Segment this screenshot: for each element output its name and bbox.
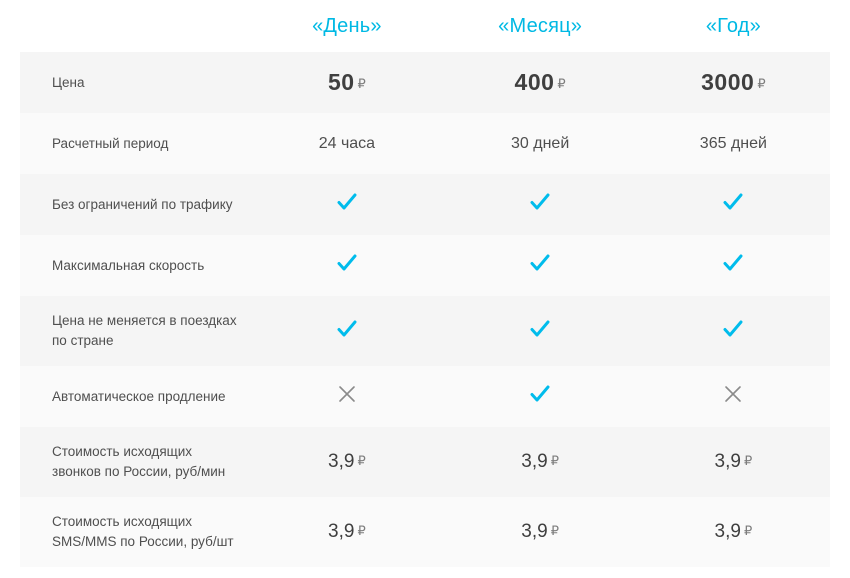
row-label-billing-period: Расчетный период [20,113,250,174]
currency-symbol: ₽ [357,76,366,91]
table-row [20,427,830,497]
period-value: 24 часа [318,134,376,152]
plan-title-year: «Год» [705,14,761,37]
check-icon [336,191,358,213]
rate-value: 3,9 [328,451,355,472]
row-label-max-speed: Максимальная скорость [20,235,250,296]
rate-value: 3,9 [521,521,548,542]
table-row [20,296,830,366]
cell-price-year [637,52,830,113]
check-icon [529,252,551,274]
currency-symbol: ₽ [557,76,566,91]
check-icon [529,318,551,340]
cell-price-month [444,52,637,113]
cell-price-day [250,52,443,113]
currency-symbol: ₽ [550,523,559,538]
rate-value: 3,9 [714,451,741,472]
plan-header-month [444,0,637,52]
table-row [20,52,830,113]
cell-unlimited-day [250,174,443,235]
price-value: 50 [327,69,355,95]
pricing-table [20,0,830,567]
currency-symbol: ₽ [757,76,766,91]
cell-calls-year [637,427,830,497]
cell-auto-renewal-year [637,366,830,427]
currency-symbol: ₽ [550,453,559,468]
cell-calls-day [250,427,443,497]
currency-symbol: ₽ [357,523,366,538]
currency-symbol: ₽ [357,453,366,468]
check-icon [722,252,744,274]
currency-symbol: ₽ [743,523,753,538]
cell-max-speed-day [250,235,443,296]
row-label-outgoing-calls: Стоимость исходящих звонков по России, руб/мин [20,427,250,497]
cell-unlimited-month [444,174,637,235]
table-header [20,0,830,52]
header-empty-cell [20,0,250,52]
row-label-price: Цена [20,52,250,113]
cell-same-price-year [637,296,830,366]
check-icon [336,252,358,274]
cell-same-price-month [444,296,637,366]
check-icon [722,318,744,340]
cell-auto-renewal-month [444,366,637,427]
check-icon [529,383,551,405]
table-row [20,174,830,235]
row-label-auto-renewal: Автоматическое продление [20,366,250,427]
cell-auto-renewal-day [250,366,443,427]
row-label-same-price-travel: Цена не меняется в поездках по стране [20,296,250,366]
row-label-outgoing-sms: Стоимость исходящих SMS/MMS по России, руб/шт [20,497,250,567]
price-value: 400 [514,69,555,95]
cell-sms-month [444,497,637,567]
cell-max-speed-year [637,235,830,296]
cell-period-year [637,113,830,174]
check-icon [336,318,358,340]
cell-period-month [444,113,637,174]
rate-value: 3,9 [328,521,355,542]
plan-title-month: «Месяц» [498,14,583,37]
check-icon [722,191,744,213]
plan-header-day [250,0,443,52]
currency-symbol: ₽ [743,453,753,468]
plan-title-day: «День» [312,14,382,37]
cross-icon [338,385,356,403]
rate-value: 3,9 [714,521,741,542]
table-body [20,52,830,567]
cell-period-day [250,113,443,174]
table-row [20,113,830,174]
period-value: 30 дней [511,134,570,152]
plan-header-year [637,0,830,52]
cell-sms-year [637,497,830,567]
check-icon [529,191,551,213]
cross-icon [724,385,742,403]
cell-calls-month [444,427,637,497]
table-row [20,497,830,567]
price-value: 3000 [701,69,755,95]
cell-same-price-day [250,296,443,366]
rate-value: 3,9 [521,451,548,472]
row-label-unlimited-traffic: Без ограничений по трафику [20,174,250,235]
table-row [20,235,830,296]
table-row [20,366,830,427]
period-value: 365 дней [699,134,767,152]
cell-unlimited-year [637,174,830,235]
cell-sms-day [250,497,443,567]
cell-max-speed-month [444,235,637,296]
